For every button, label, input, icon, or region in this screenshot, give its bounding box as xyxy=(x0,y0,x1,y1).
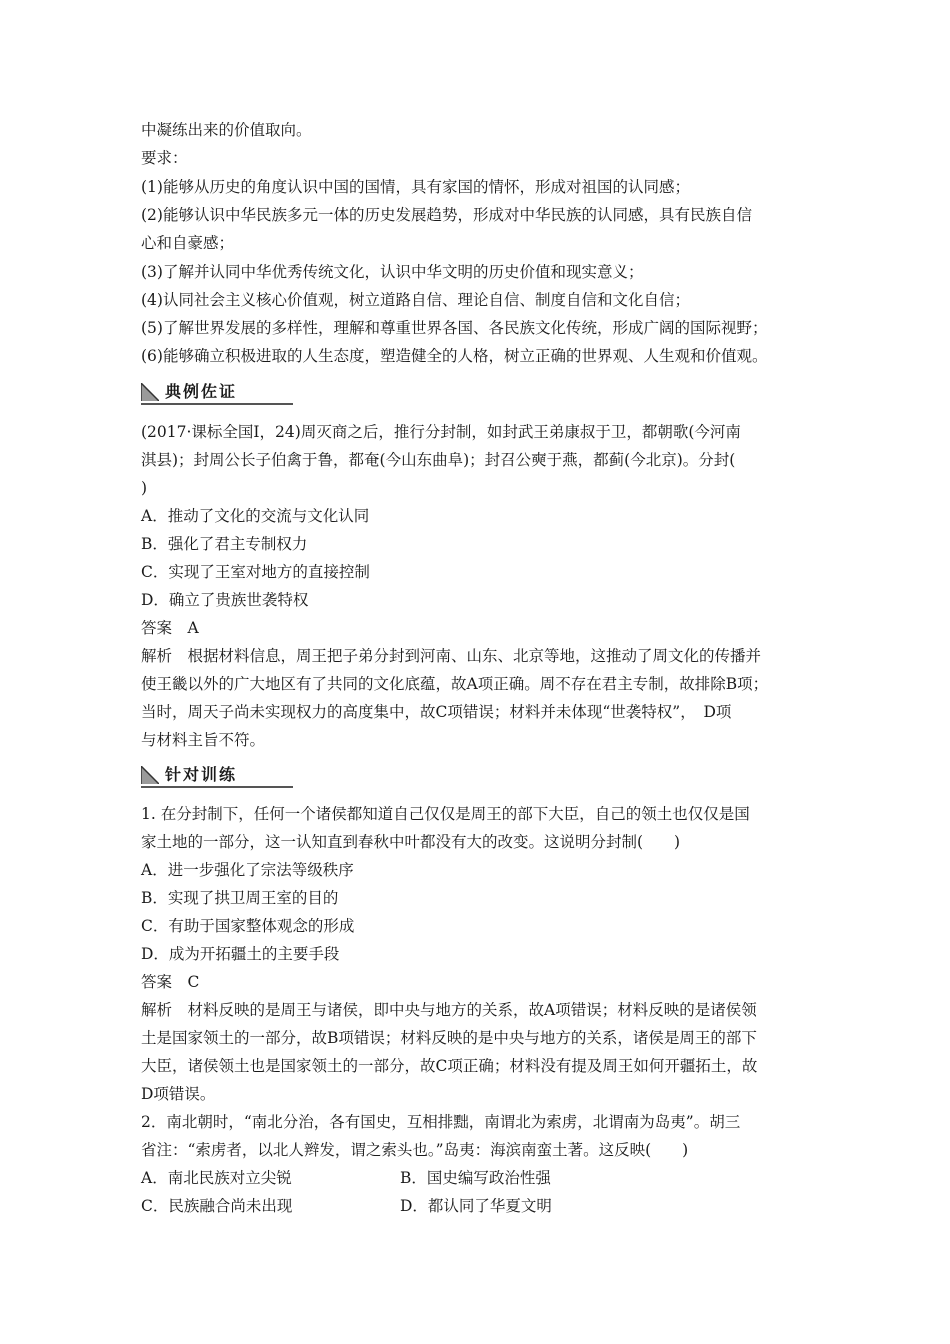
option-a: A．进一步强化了宗法等级秩序 xyxy=(141,861,354,879)
option-b: B．强化了君主专制权力 xyxy=(141,535,308,553)
section-underline xyxy=(141,403,293,405)
option-b: B．国史编写政治性强 xyxy=(400,1169,551,1187)
option-b: B．实现了拱卫周王室的目的 xyxy=(141,889,339,907)
analysis-line: D项错误。 xyxy=(141,1085,216,1103)
question-line: (2017·课标全国Ⅰ，24)周灭商之后，推行分封制，如封武王弟康叔于卫，都朝歌(今河南 xyxy=(141,423,741,441)
option-d: D．成为开拓疆土的主要手段 xyxy=(141,945,340,963)
analysis-line: 使王畿以外的广大地区有了共同的文化底蕴，故A项正确。周不存在君主专制，故排除B项； xyxy=(141,675,769,693)
analysis-line: 当时，周天子尚未实现权力的高度集中，故C项错误；材料并未体现“世袭特权”， D项 xyxy=(141,703,732,721)
intro-line: (4)认同社会主义核心价值观，树立道路自信、理论自信、制度自信和文化自信； xyxy=(141,291,690,309)
intro-line: 心和自豪感； xyxy=(141,234,235,252)
analysis-line: 大臣，诸侯领土也是国家领土的一部分，故C项正确；材料没有提及周王如何开疆拓土，故 xyxy=(141,1057,758,1075)
option-c: C．民族融合尚未出现 xyxy=(141,1197,293,1215)
answer-line: 答案 A xyxy=(141,619,199,637)
analysis-line: 解析 材料反映的是周王与诸侯，即中央与地方的关系，故A项错误；材料反映的是诸侯领 xyxy=(141,1001,757,1019)
intro-line: (6)能够确立积极进取的人生态度，塑造健全的人格，树立正确的世界观、人生观和价值观。 xyxy=(141,347,768,365)
question-line: 淇县)；封周公长子伯禽于鲁，都奄(今山东曲阜)；封召公奭于燕，都蓟(今北京)。分封( xyxy=(141,451,736,469)
analysis-line: 解析 根据材料信息，周王把子弟分封到河南、山东、北京等地，这推动了周文化的传播并 xyxy=(141,647,762,665)
corner-triangle-icon xyxy=(141,383,159,401)
option-a: A．推动了文化的交流与文化认同 xyxy=(141,507,370,525)
question-line: 家土地的一部分，这一认知直到春秋中叶都没有大的改变。这说明分封制( ) xyxy=(141,833,681,851)
question-line: 2．南北朝时，“南北分治，各有国史，互相排黜，南谓北为索虏，北谓南为岛夷”。胡三 xyxy=(141,1113,741,1131)
question-line: 省注：“索虏者，以北人辫发，谓之索头也。”岛夷：海滨南蛮土著。这反映( ) xyxy=(141,1141,689,1159)
intro-line: (5)了解世界发展的多样性，理解和尊重世界各国、各民族文化传统，形成广阔的国际视野； xyxy=(141,319,768,337)
section-header-example xyxy=(141,381,293,405)
corner-triangle-icon xyxy=(141,766,159,784)
intro-line: (3)了解并认同中华优秀传统文化，认识中华文明的历史价值和现实意义； xyxy=(141,263,644,281)
intro-line: 中凝练出来的价值取向。 xyxy=(141,121,312,139)
option-d: D．都认同了华夏文明 xyxy=(400,1197,552,1215)
option-d: D．确立了贵族世袭特权 xyxy=(141,591,309,609)
option-c: C．有助于国家整体观念的形成 xyxy=(141,917,355,935)
question-line: ) xyxy=(141,479,148,497)
answer-line: 答案 C xyxy=(141,973,200,991)
question-line: 1. 在分封制下，任何一个诸侯都知道自己仅仅是周王的部下大臣，自己的领土也仅仅是国 xyxy=(141,805,750,823)
section-title: 典例佐证 xyxy=(165,382,238,401)
analysis-line: 与材料主旨不符。 xyxy=(141,731,266,749)
option-a: A．南北民族对立尖锐 xyxy=(141,1169,292,1187)
intro-line: 要求： xyxy=(141,149,188,167)
analysis-line: 土是国家领土的一部分，故B项错误；材料反映的是中央与地方的关系，诸侯是周王的部下 xyxy=(141,1029,757,1047)
intro-line: (2)能够认识中华民族多元一体的历史发展趋势，形成对中华民族的认同感，具有民族自信 xyxy=(141,206,752,224)
section-header-practice xyxy=(141,764,293,788)
section-underline xyxy=(141,786,293,788)
section-title: 针对训练 xyxy=(165,765,238,784)
intro-line: (1)能够从历史的角度认识中国的国情，具有家国的情怀，形成对祖国的认同感； xyxy=(141,178,690,196)
option-c: C．实现了王室对地方的直接控制 xyxy=(141,563,370,581)
